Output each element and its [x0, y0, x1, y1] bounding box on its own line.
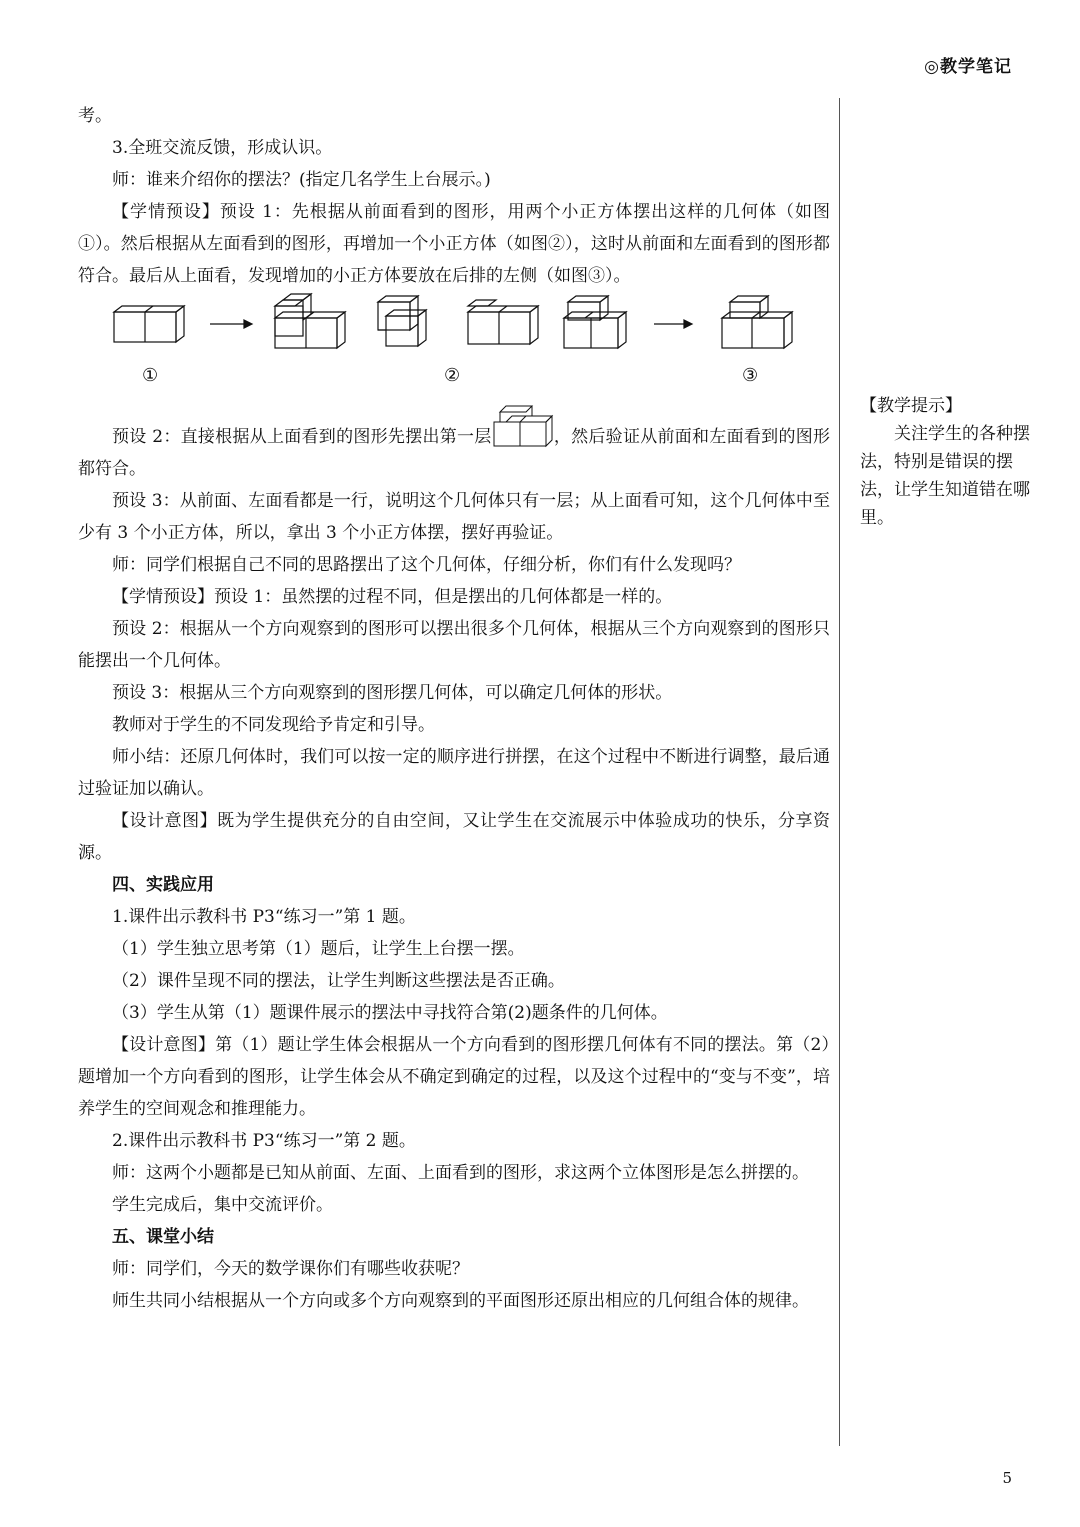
paragraph: 师生共同小结根据从一个方向或多个方向观察到的平面图形还原出相应的几何组合体的规律。: [112, 1291, 809, 1311]
paragraph: 师：同学们根据自己不同的思路摆出了这个几何体，仔细分析，你们有什么发现吗？: [112, 555, 741, 575]
section-heading: 五、课堂小结: [112, 1227, 214, 1247]
tip-text: 关注学生的各种摆法，特别是错误的摆法，让学生知道错在哪里。: [860, 424, 1030, 528]
preset2-text-a: 预设 2：直接根据从上面看到的图形先摆出第一层: [112, 427, 492, 447]
paragraph: 师：同学们，今天的数学课你们有哪些收获呢？: [112, 1259, 469, 1279]
tip-title: 【教学提示】: [860, 396, 962, 416]
paragraph: [78, 404, 830, 485]
paragraph: 2.课件出示教科书 P3“练习一”第 2 题。: [112, 1131, 416, 1151]
figure-2b-cubes: [378, 296, 426, 346]
teaching-notes-label: ◎教学笔记: [924, 57, 1012, 77]
cube-figures: [78, 292, 830, 404]
paragraph: 学生完成后，集中交流评价。: [112, 1195, 333, 1215]
paragraph: 1.课件出示教科书 P3“练习一”第 1 题。: [112, 907, 416, 927]
paragraph: 【学情预设】预设 1：先根据从前面看到的图形，用两个小正方体摆出这样的几何体（如图①）。然后根据从左面看到的图形，再增加一个小正方体（如图②），这时从前面和左面看到的图形都符合。最后从上面看，发现增加的小正方体要放在后排的左侧（如图③）。: [78, 202, 830, 286]
paragraph: 预设 3：根据从三个方向观察到的图形摆几何体，可以确定几何体的形状。: [112, 683, 673, 703]
paragraph: 预设 2：根据从一个方向观察到的图形可以摆出很多个几何体，根据从三个方向观察到的图形只能摆出一个几何体。: [78, 619, 830, 671]
figure-1-cubes: [114, 306, 184, 342]
paragraph: 预设 3：从前面、左面看都是一行，说明这个几何体只有一层；从上面看可知，这个几何体中至少有 3 个小正方体，所以，拿出 3 个小正方体摆，摆好再验证。: [78, 491, 830, 543]
paragraph: 【设计意图】第（1）题让学生体会根据从一个方向看到的图形摆几何体有不同的摆法。第（2）题增加一个方向看到的图形，让学生体会从不确定到确定的过程，以及这个过程中的“变与不变”，培养学生的空间观念和推理能力。: [78, 1035, 830, 1119]
paragraph: 3.全班交流反馈，形成认识。: [112, 138, 333, 158]
figure-2c-cubes: [468, 300, 538, 344]
margin-divider: [839, 98, 840, 1446]
paragraph: （3）学生从第（1）题课件展示的摆法中寻找符合第(2)题条件的几何体。: [112, 1003, 668, 1023]
paragraph: （2）课件呈现不同的摆法，让学生判断这些摆法是否正确。: [112, 971, 565, 991]
paragraph: （1）学生独立思考第（1）题后，让学生上台摆一摆。: [112, 939, 525, 959]
figure-2d-cubes: [564, 296, 626, 348]
paragraph: 【学情预设】预设 1：虽然摆的过程不同，但是摆出的几何体都是一样的。: [112, 587, 673, 607]
paragraph: 师：谁来介绍你的摆法？(指定几名学生上台展示。): [112, 170, 491, 190]
paragraph: 师：这两个小题都是已知从前面、左面、上面看到的图形，求这两个立体图形是怎么拼摆的。: [112, 1163, 809, 1183]
paragraph: 【设计意图】既为学生提供充分的自由空间，又让学生在交流展示中体验成功的快乐，分享资源。: [78, 811, 830, 863]
figure-3-cubes: [722, 296, 792, 348]
figure-2a-cubes: [275, 294, 345, 348]
paragraph: 考。: [78, 106, 112, 126]
paragraph: 教师对于学生的不同发现给予肯定和引导。: [112, 715, 435, 735]
teaching-tip-sidebar: [860, 392, 1040, 532]
section-heading: 四、实践应用: [112, 875, 214, 895]
figure-label-3: ③: [742, 365, 759, 386]
page-number: 5: [1002, 1469, 1012, 1487]
figure-label-1: ①: [142, 365, 159, 386]
preset2-text-b: ，然后验证从前面和左面看到的图形都符合。: [78, 427, 830, 479]
first-layer-cube-icon: [492, 404, 554, 448]
paragraph: 师小结：还原几何体时，我们可以按一定的顺序进行拼摆，在这个过程中不断进行调整，最后通过验证加以确认。: [78, 747, 830, 799]
figure-label-2: ②: [444, 365, 461, 386]
main-content: [78, 100, 830, 1317]
